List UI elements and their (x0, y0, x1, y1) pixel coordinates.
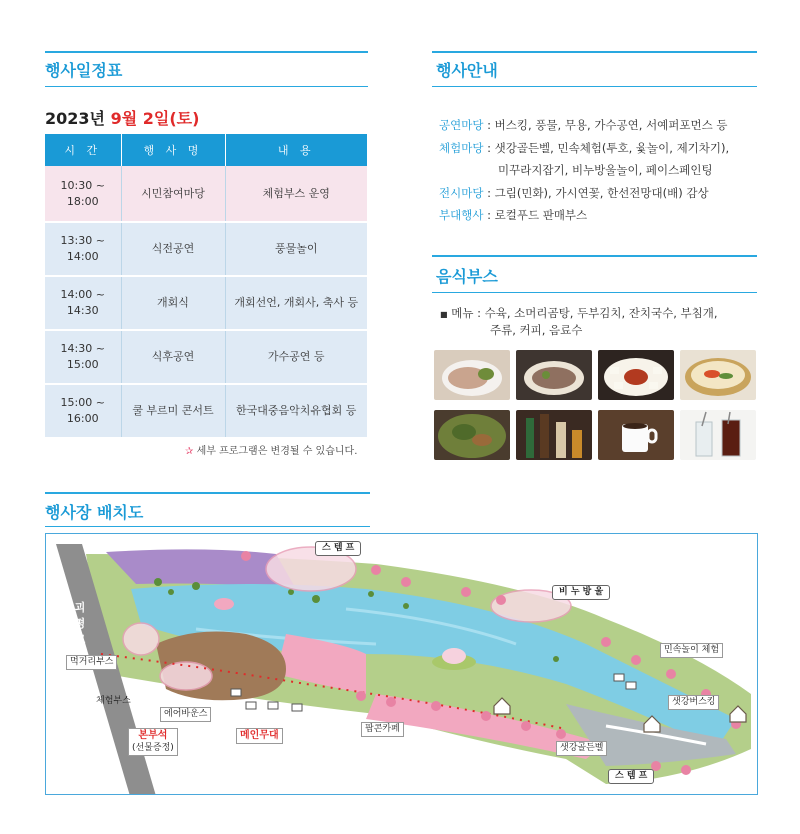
label-stamp-top: 스 템 프 (315, 541, 361, 556)
photo-alcohol (516, 410, 592, 460)
schedule-header-row (45, 134, 367, 166)
schedule-event-name: 쿨 부르미 콘서트 (121, 384, 225, 438)
label-folk-games: 민속놀이 체험 (660, 643, 723, 658)
schedule-content: 가수공연 등 (225, 330, 367, 384)
label-stamp-bottom: 스 템 프 (608, 769, 654, 784)
header-event-name: 행 사 명 (121, 134, 225, 166)
schedule-event-name: 시민참여마당 (121, 166, 225, 222)
schedule-content: 풍물놀이 (225, 222, 367, 276)
schedule-content: 체험부스 운영 (225, 166, 367, 222)
food-booth-zone (123, 623, 159, 655)
label-popcorn-cafe: 팝콘카페 (361, 722, 404, 737)
schedule-time: 13:30 ~ 14:00 (45, 222, 121, 276)
schedule-event-name: 식전공연 (121, 222, 225, 276)
schedule-time: 10:30 ~ 18:00 (45, 166, 121, 222)
label-busking: 샛강버스킹 (668, 695, 719, 710)
bullet-icon: ■ (440, 310, 448, 319)
food-title: 음식부스 (436, 267, 498, 286)
food-title-underline (432, 292, 757, 293)
schedule-row (45, 276, 367, 330)
info-item-experience: 체험마당 : 샛강골든벨, 민속체험(투호, 윷놀이, 제기차기), (439, 141, 730, 155)
schedule-time: 15:00 ~ 16:00 (45, 384, 121, 438)
food-menu-line2: 주류, 커피, 음료수 (490, 323, 583, 337)
photo-coffee (598, 410, 674, 460)
photo-gomtang (516, 350, 592, 400)
event-date (45, 106, 199, 129)
info-item-exhibition: 전시마당 : 그림(민화), 가시연꽃, 한선전망대(배) 감상 (439, 186, 709, 200)
event-info-title-rule (432, 51, 757, 53)
info-item-side-events: 부대행사 : 로컬푸드 판매부스 (439, 208, 588, 222)
note-star-icon: ✰ (185, 446, 194, 457)
label-hq-title: 본부석 (138, 730, 168, 741)
map-title-rule (45, 492, 370, 494)
event-info-title-underline (432, 86, 757, 87)
label-hq (128, 728, 178, 756)
schedule-title-rule (45, 51, 368, 53)
header-content: 내 용 (225, 134, 367, 166)
schedule-title: 행사일정표 (45, 61, 123, 80)
schedule-content: 한국대중음악치유협회 등 (225, 384, 367, 438)
schedule-title-underline (45, 86, 368, 87)
schedule-row (45, 384, 367, 438)
schedule-table (45, 134, 367, 439)
photo-suyuk (434, 350, 510, 400)
photo-dubu-kimchi (598, 350, 674, 400)
schedule-row (45, 166, 367, 222)
food-menu-label: 메뉴 : (451, 306, 485, 320)
bridge-label: 괴평교 (74, 601, 86, 646)
schedule-row (45, 330, 367, 384)
food-menu (440, 305, 718, 321)
hq-zone (160, 662, 212, 690)
label-food-booth: 먹거리부스 (66, 655, 117, 670)
event-date-day: 9월 2일(토) (110, 109, 200, 128)
label-air-bounce: 에어바운스 (160, 707, 211, 722)
info-item-performance: 공연마당 : 버스킹, 풍물, 무용, 가수공연, 서예퍼포먼스 등 (439, 118, 728, 132)
map-title-underline (45, 526, 370, 527)
schedule-content: 개회선언, 개회사, 축사 등 (225, 276, 367, 330)
photo-buchimgae (434, 410, 510, 460)
schedule-note (185, 442, 357, 457)
event-info-title: 행사안내 (436, 61, 498, 80)
label-bubble: 비 누 방 울 (552, 585, 610, 600)
schedule-event-name: 식후공연 (121, 330, 225, 384)
food-menu-line1: 수육, 소머리곰탕, 두부김치, 잔치국수, 부침개, (484, 306, 718, 320)
schedule-time: 14:00 ~ 14:30 (45, 276, 121, 330)
photo-janchi-guksu (680, 350, 756, 400)
map-title: 행사장 배치도 (45, 503, 144, 522)
schedule-event-name: 개회식 (121, 276, 225, 330)
header-time: 시 간 (45, 134, 121, 166)
label-main-stage: 메인무대 (236, 728, 283, 744)
schedule-row (45, 222, 367, 276)
info-item-experience-cont: 미꾸라지잡기, 비누방울놀이, 페이스페인팅 (498, 163, 713, 177)
event-date-year: 2023년 (45, 109, 105, 128)
schedule-note-text: 세부 프로그램은 변경될 수 있습니다. (196, 446, 358, 457)
label-hq-sub: (선물증정) (132, 743, 174, 753)
photo-drinks (680, 410, 756, 460)
label-goldenbell: 샛강골든벨 (556, 741, 607, 756)
label-experience-booth: 체험부스 (96, 696, 131, 706)
schedule-time: 14:30 ~ 15:00 (45, 330, 121, 384)
food-title-rule (432, 255, 757, 257)
